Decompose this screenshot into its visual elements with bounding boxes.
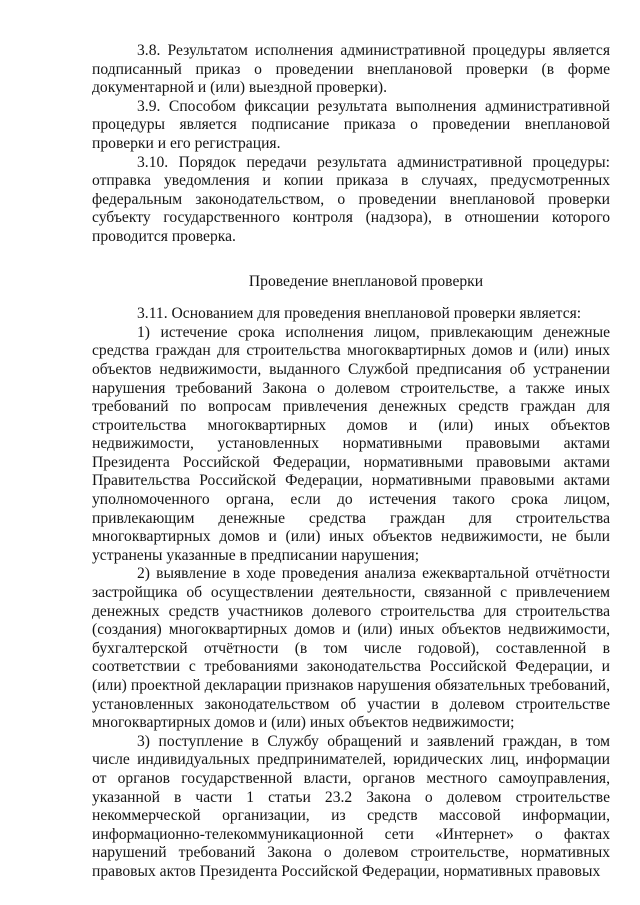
list-item-3: 3) поступление в Службу обращений и заявлений граждан, в том числе индивидуальных предпринимателей, юридических лиц, информации от органов государственной власти, органов местного самоуправления, указанной в части 1 статьи 23.2 Закона о долевом строительстве некоммерческой организации, из средств массовой информации, информационно-телекоммуникационной сети «Интернет» о фактах нарушений требований Закона о долевом строительстве, нормативных правовых актов Президента Российской Федерации, нормативных правовых: [92, 732, 610, 880]
list-item-1: 1) истечение срока исполнения лицом, привлекающим денежные средства граждан для строительства многоквартирных домов и (или) иных объектов недвижимости, выданного Службой предписания об устранении нарушения требований Закона о долевом строительстве, а также иных требований по вопросам привлечения денежных средств граждан для строительства многоквартирных домов и (или) иных объектов недвижимости, установленных нормативными правовыми актами Президента Российской Федерации, нормативными правовыми актами Правительства Российской Федерации, нормативными правовыми актами уполномоченного органа, если до истечения такого срока лицом, привлекающим денежные средства граждан для строительства многоквартирных домов и (или) иных объектов недвижимости, не были устранены указанные в предписании нарушения;: [92, 323, 610, 564]
paragraph-3-11: 3.11. Основанием для проведения внеплановой проверки является:: [137, 305, 582, 323]
paragraph-3-8: 3.8. Результатом исполнения административной процедуры является подписанный приказ о проведении внеплановой проверки (в форме документарной и (или) выездной проверки).: [92, 42, 610, 97]
paragraph-3-10: 3.10. Порядок передачи результата административной процедуры: отправка уведомления и копии приказа в случаях, предусмотренных федеральным законодательством, о проведении внеплановой проверки субъекту государственного контроля (надзора), в отношении которого проводится проверка.: [92, 153, 610, 245]
section-heading: Проведение внеплановой проверки: [248, 272, 484, 290]
list-item-2: 2) выявление в ходе проведения анализа ежеквартальной отчётности застройщика об осуществлении деятельности, связанной с привлечением денежных средств участников долевого строительства для строительства (создания) многоквартирных домов и (или) иных объектов недвижимости, бухгалтерской отчётности (в том числе годовой), составленной в соответствии с требованиями законодательства Российской Федерации, и (или) проектной декларации признаков нарушения обязательных требований, установленных законодательством об участии в долевом строительстве многоквартирных домов и (или) иных объектов недвижимости;: [92, 565, 610, 732]
paragraph-3-9: 3.9. Способом фиксации результата выполнения административной процедуры является подписание приказа о проведении внеплановой проверки и его регистрация.: [92, 97, 610, 152]
